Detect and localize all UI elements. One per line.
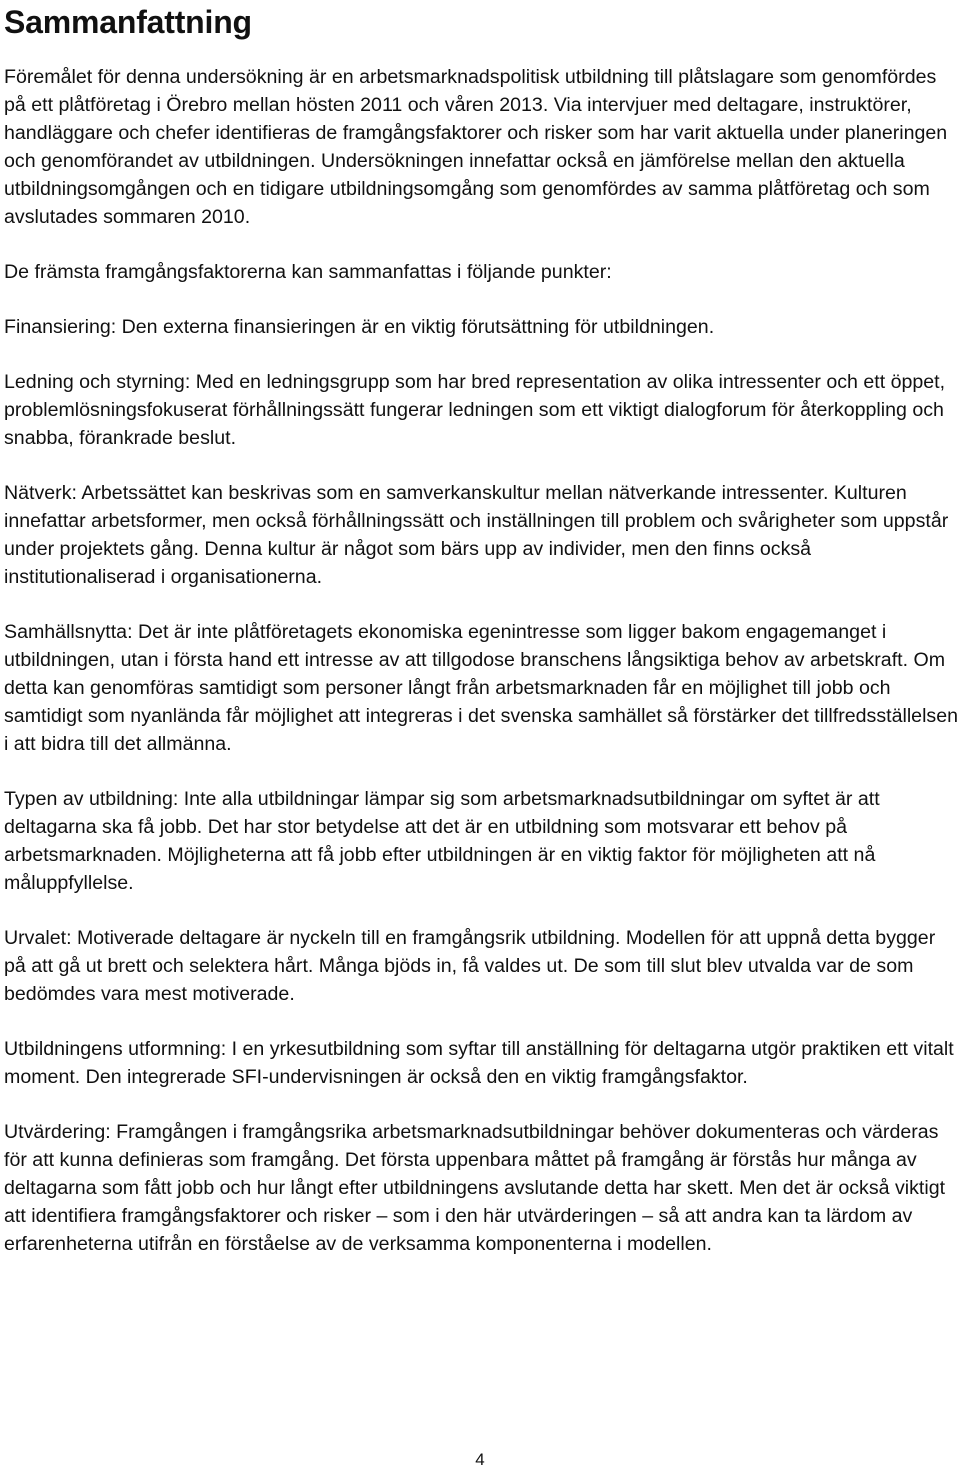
paragraph-leadership: Ledning och styrning: Med en ledningsgrupp som har bred representation av olika intressenter och ett öppet, problemlösningsfokuserat förhållningssätt fungerar ledningen som ett viktigt dialogforum för återkoppling och snabba, förankrade beslut. [4,371,946,449]
paragraph-social-benefit: Samhällsnytta: Det är inte plåtföretagets ekonomiska egenintresse som ligger bakom engagemanget i utbildningen, utan i första hand ett intresse av att tillgodose branschens långsiktiga behov av arbetskraft. Om detta kan genomföras samtidigt som personer långt från arbetsmarknaden får en möjlighet till jobb och samtidigt som nyanlända får möjlighet att integreras i det svenska samhället så förstärker det tillfredsställelsen i att bidra till det allmänna. [4,621,959,755]
paragraph-selection: Urvalet: Motiverade deltagare är nyckeln till en framgångsrik utbildning. Modellen för att uppnå detta bygger på att gå ut brett och selektera hårt. Många bjöds in, få valdes ut. De som till slut blev utvalda var de som bedömdes vara mest motiverade. [4,927,936,1005]
paragraph-success-factors-intro: De främsta framgångsfaktorerna kan sammanfattas i följande punkter: [4,261,612,283]
paragraph-intro: Föremålet för denna undersökning är en arbetsmarknadspolitisk utbildning till plåtslagare som genomfördes på ett plåtföretag i Örebro mellan hösten 2011 och våren 2013. Via intervjuer med deltagare, instruktörer, handläggare och chefer identifieras de framgångsfaktorer och risker som har varit aktuella under planeringen och genomförandet av utbildningen. Undersökningen innefattar också en jämförelse mellan den aktuella utbildningsomgången och en tidigare utbildningsomgång som genomfördes av samma plåtföretag och som avslutades sommaren 2010. [4,66,948,228]
paragraph-network: Nätverk: Arbetssättet kan beskrivas som en samverkanskultur mellan nätverkande intressenter. Kulturen innefattar arbetsformer, men också förhållningssätt och inställningen till problem och svårigheter som uppstår under projektets gång. Denna kultur är något som bärs upp av individer, men den finns också institutionaliserad i organisationerna. [4,482,949,588]
page-title: Sammanfattning [4,4,252,40]
paragraph-education-design: Utbildningens utformning: I en yrkesutbildning som syftar till anställning för deltagarna utgör praktiken ett vitalt moment. Den integrerade SFI-undervisningen är också den en viktig framgångsfaktor. [4,1038,954,1088]
paragraph-evaluation: Utvärdering: Framgången i framgångsrika arbetsmarknadsutbildningar behöver dokumenteras och värderas för att kunna definieras som framgång. Det första uppenbara måttet på framgång är förstås hur många av deltagarna som fått jobb och hur långt efter utbildningens avslutande detta har skett. Men det är också viktigt att identifiera framgångsfaktorer och risker – som i den här utvärderingen – så att andra kan ta lärdom av erfarenheterna utifrån en förståelse av de verksamma komponenterna i modellen. [4,1121,946,1255]
page-number: 4 [475,1450,485,1469]
paragraph-education-type: Typen av utbildning: Inte alla utbildningar lämpar sig som arbetsmarknadsutbildningar om syftet är att deltagarna ska få jobb. Det har stor betydelse att det är en utbildning som motsvarar ett behov på arbetsmarknaden. Möjligheterna att få jobb efter utbildningen är en viktig faktor för möjligheten att nå måluppfyllelse. [4,788,880,894]
summary-body [4,63,958,1258]
document-page [4,0,958,1285]
paragraph-financing: Finansiering: Den externa finansieringen är en viktig förutsättning för utbildningen. [4,316,715,338]
